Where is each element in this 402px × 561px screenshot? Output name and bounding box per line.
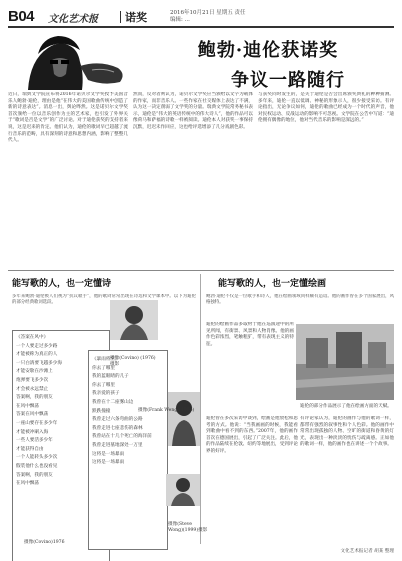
- lyrics-box-1-title: 《答案在风中》: [16, 335, 49, 340]
- dylan-photo-1976: [110, 300, 158, 340]
- caption-1976: 摄像(Covino) (1976)摄影: [110, 356, 156, 367]
- lyrics-box-1-body: 一个人要走过多少路 才能被称为真正的人 一只白鸽要飞越多少海 才能安歇在沙滩上 炮弹要飞多少次 才会被永远禁止 答案啊，我的朋友 在风中飘荡 答案在风中飘荡 一座山要存在多少年 才能被冲刷入海 一些人要活多少年 才能获得自由 一个人能转头多少次 假装他什么也没看见 答案啊，我的朋友 在风中飘荡: [16, 343, 62, 487]
- section-divider: [8, 270, 394, 271]
- masthead-separator: [120, 11, 121, 23]
- right-section-lead: 鲍勃·迪伦不仅是一位歌手和诗人，他在绘画领域同样颇有造诣。他的画作曾在多个国家展出，风格独特。: [206, 294, 394, 306]
- masthead: [8, 8, 394, 28]
- caption-bottom: 摄像(Covino)1976: [24, 540, 65, 545]
- masthead-meta: 2016年10月21日 星期五 责任编辑: ...: [170, 10, 246, 23]
- section-name: 诺奖: [125, 11, 147, 24]
- page-number: B04: [8, 8, 35, 25]
- paper-name: 文化艺术报: [48, 14, 98, 25]
- article-column-2: 然而，反对者则认为，诺贝尔文学奖应当颁给以文字为载体的作家，而非音乐人。一些作家在社交媒体上表达了不满，认为这一决定削弱了文学奖的分量。瑞典文学院常务秘书表示，迪伦是“伟大的英语传统中的伟大诗人”，他的作品可以像荷马和萨福的诗歌一样被阅读。迪伦本人对获奖一事保持沉默，迟迟未作回应，这也给评选增添了几分戏剧色彩。: [133, 92, 253, 130]
- left-section-lead: 多年来鲍勃·迪伦被人们视为“抗议歌手”，他的歌词常常出现在诗选和文学课本中。以下为迪伦的部分经典歌词选段。: [12, 294, 196, 306]
- dylan-photo-1996: [168, 392, 200, 446]
- right-section-title: 能写歌的人，也一定懂绘画: [218, 279, 327, 289]
- right-column-2: 迪伦曾在多次采访中谈到，绘画是他放松和思考的方式。他说：“当我画画的时候，我能看到歌曲中看不到的东西。”2007年，他的画作首次在德国展出，引起了广泛关注。此后，他的作品陆续在伦敦、纽约等地展出，受到评论界的好评。: [206, 416, 298, 454]
- dylan-photo-1999: [166, 474, 200, 506]
- left-section-title: 能写歌的人，也一定懂诗: [12, 279, 112, 289]
- lyrics-box-2-body: 你去了哪里 我的蓝眼睛的儿子 你去了哪里 我亲爱的孩子 我曾在十二座雾山边 跌跌撞撞 我曾走过六条弯曲的公路 我曾走进七座悲伤的森林 我曾站在十几个死亡的海洋前 我曾走进墓地深处一万里 这将是一场暴雨 这将是一场暴雨: [92, 365, 152, 466]
- right-column-1: 迪伦的绘画作品多取材于他在巡演途中的所见所闻，有街景、风景和人物肖像。他的画作色彩浓烈，笔触粗犷，带有表现主义的特征。: [206, 322, 294, 347]
- article-column-1: 近日，瑞典文学院宣布将2016年诺贝尔文学奖授予美国音乐人鲍勃·迪伦，理由是他“在伟大的美国歌曲传统中创造了新的诗意表达”。消息一出，舆论哗然。这是诺贝尔文学奖首次颁给一位以音乐创作为主的艺术家，也引发了外界关于“歌词是否是文学”的广泛讨论。对于迪伦获奖的支持者来说，这是迟来的肯定。他们认为，迪伦的歌词早已超越了流行音乐的范畴，具有深刻的诗意和思想内涵，影响了整整几代人。: [8, 92, 128, 144]
- masthead-rule: [8, 26, 394, 28]
- article-column-3: 与获奖同时发生的，是关于迪伦是否会出席颁奖典礼的种种猜测。多年来，迪伦一直以低调、神秘的形象示人，很少接受采访。有评论指出，无论争议如何，迪伦的歌曲已经成为一个时代的声音，他对民权运动、反战运动的影响不可忽视。文学院在公告中写道：“迪伦拥有偶像的地位，他对当代音乐的影响是深远的。”: [258, 92, 394, 124]
- lyrics-box-2-title: 《暴雨将至》: [92, 357, 120, 362]
- headline-line-2: 争议一路随行: [231, 70, 345, 91]
- dylan-portrait-image: [8, 30, 136, 90]
- lyrics-box-1-text: [16, 334, 80, 556]
- dylan-painting-image: [296, 324, 394, 400]
- caption-1996: 摄像(Frank Weng)(1996): [138, 408, 195, 413]
- headline-line-1: 鲍勃·迪伦获诺奖: [197, 40, 339, 61]
- headline: [138, 36, 398, 92]
- caption-1999: 摄像(Steve Wong)(1999)摄影: [168, 522, 208, 533]
- right-column-3: 有评论家认为，迪伦的画作与他的歌词一样，都带有强烈的叙事性和个人色彩。他的画作中常常出现孤独的人物、空旷的街道和昏黄的灯光，表现出一种淡淡的忧伤与疏离感。正如他的歌词一样，他的画作也在讲述一个个故事。: [300, 416, 394, 448]
- painting-caption: 迪伦的部分作品展示了他在绘画方面的天赋。: [300, 404, 392, 409]
- footer-credit: 文化艺术报记者 胡某 整理: [340, 549, 394, 554]
- lyrics-box-2-text: [92, 356, 166, 526]
